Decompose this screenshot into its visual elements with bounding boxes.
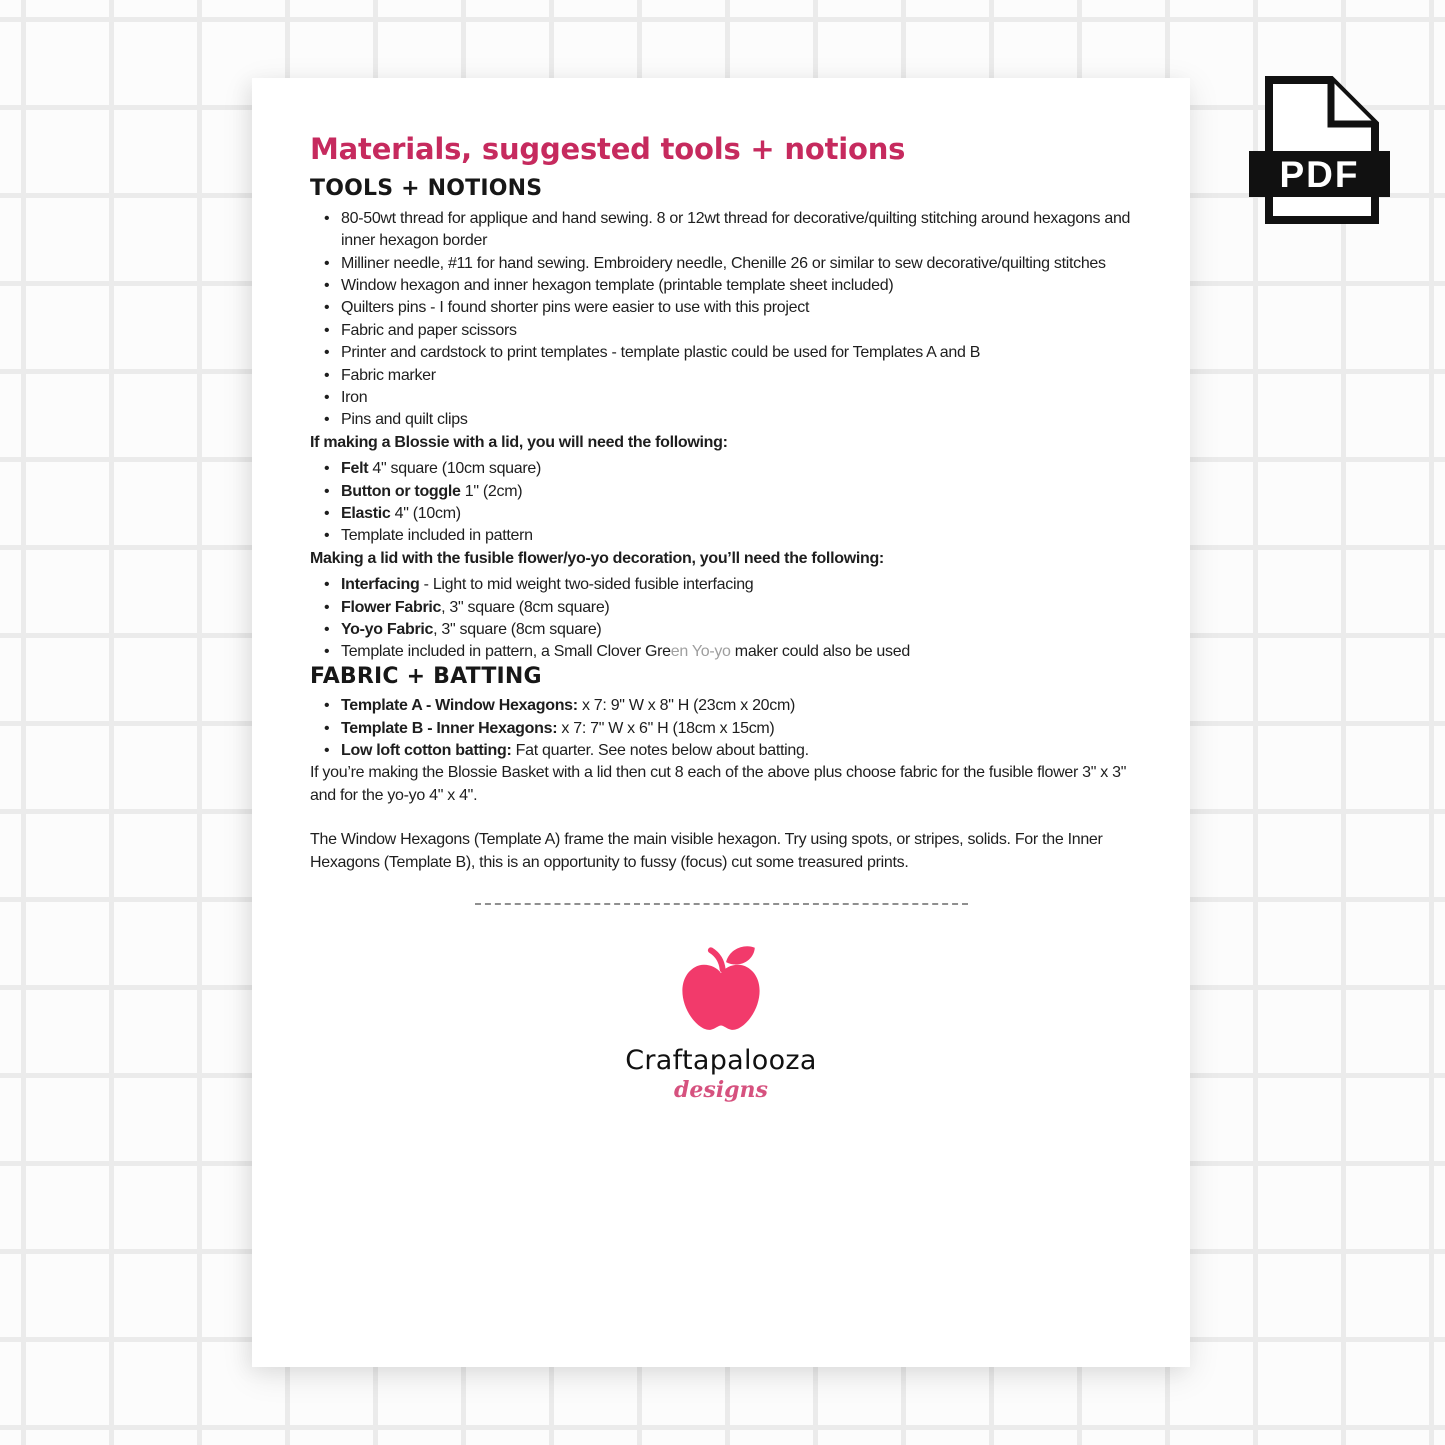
list-item — [324, 458, 1132, 480]
lid-list — [310, 458, 1132, 548]
list-item: • Printer and cardstock to print templates - template plastic could be used for Templates A and B — [324, 342, 1132, 364]
item-text: , 3" square (8cm square) — [433, 621, 602, 639]
item-text: , 3" square (8cm square) — [441, 598, 610, 616]
item-text: x 7: 7" W x 6" H (18cm x 15cm) — [557, 719, 775, 737]
list-item: • Fabric marker — [324, 365, 1132, 387]
apple-icon — [678, 941, 764, 1039]
item-lead: Elastic — [341, 505, 391, 523]
item-text: maker could also be used — [730, 643, 910, 661]
item-text: Template included in pattern, a Small Clover Gre — [341, 643, 671, 661]
list-item: • Quilters pins - I found shorter pins were easier to use with this project — [324, 297, 1132, 319]
list-item: • Fabric and paper scissors — [324, 320, 1132, 342]
item-lead: Yo-yo Fabric — [341, 621, 434, 639]
item-lead: Template A - Window Hexagons: — [341, 697, 578, 715]
fusible-section-intro: Making a lid with the fusible flower/yo-yo decoration, you’ll need the following: — [310, 549, 884, 567]
item-lead: Interfacing — [341, 576, 420, 594]
item-lead: Low loft cotton batting: — [341, 742, 512, 760]
list-item — [324, 503, 1132, 525]
fabric-section-heading: FABRIC + BATTING — [310, 663, 542, 689]
list-item: • Window hexagon and inner hexagon template (printable template sheet included) — [324, 275, 1132, 297]
brand-name: Craftapalooza — [625, 1045, 817, 1077]
pdf-label: PDF — [1279, 154, 1360, 195]
list-item: • 80-50wt thread for applique and hand sewing. 8 or 12wt thread for decorative/quilting stitching around hexagons and inner hexagon border — [324, 208, 1132, 253]
item-text-faded: en Yo-yo — [670, 643, 731, 661]
item-text: x 7: 9" W x 8" H (23cm x 20cm) — [577, 697, 796, 715]
list-item — [324, 525, 1132, 547]
document-page — [252, 78, 1190, 1367]
fabric-list — [310, 695, 1132, 762]
lid-section-intro: If making a Blossie with a lid, you will need the following: — [310, 433, 728, 451]
item-text: - Light to mid weight two-sided fusible interfacing — [419, 576, 754, 594]
list-item — [324, 574, 1132, 596]
item-lead: Felt — [341, 460, 369, 478]
list-item — [324, 695, 1132, 717]
item-text: 4" square (10cm square) — [368, 460, 542, 478]
item-text: 1" (2cm) — [460, 482, 523, 500]
note-paragraph: The Window Hexagons (Template A) frame the main visible hexagon. Try using spots, or stripes, solids. For the Inner Hexagons (Template B), this is an opportunity to fussy (focus) cut some treasured prints. — [310, 831, 1103, 871]
item-text: Fat quarter. See notes below about batting. — [511, 742, 809, 760]
list-item — [324, 718, 1132, 740]
note-paragraph: If you’re making the Blossie Basket with a lid then cut 8 each of the above plus choose fabric for the fusible flower 3" x 3" and for the yo-yo 4" x 4". — [310, 764, 1127, 804]
dashed-divider — [475, 903, 968, 905]
item-text: 4" (10cm) — [390, 505, 461, 523]
list-item — [324, 641, 1132, 663]
tools-list — [310, 208, 1132, 432]
list-item: • Milliner needle, #11 for hand sewing. Embroidery needle, Chenille 26 or similar to sew decorative/quilting stitches — [324, 253, 1132, 275]
item-text: Template included in pattern — [341, 527, 533, 545]
list-item — [324, 619, 1132, 641]
tools-section-heading: TOOLS + NOTIONS — [310, 176, 543, 202]
list-item: • Iron — [324, 387, 1132, 409]
item-lead: Button or toggle — [341, 482, 461, 500]
list-item — [324, 597, 1132, 619]
brand-logo — [310, 941, 1132, 1103]
list-item — [324, 481, 1132, 503]
fusible-list — [310, 574, 1132, 664]
item-lead: Template B - Inner Hexagons: — [341, 719, 558, 737]
pdf-file-icon — [1249, 76, 1390, 224]
list-item — [324, 740, 1132, 762]
list-item: • Pins and quilt clips — [324, 409, 1132, 431]
brand-tagline: designs — [674, 1076, 768, 1103]
page-title: Materials, suggested tools + notions — [310, 132, 906, 166]
item-lead: Flower Fabric — [341, 598, 442, 616]
pdf-page-icon — [1249, 76, 1390, 224]
